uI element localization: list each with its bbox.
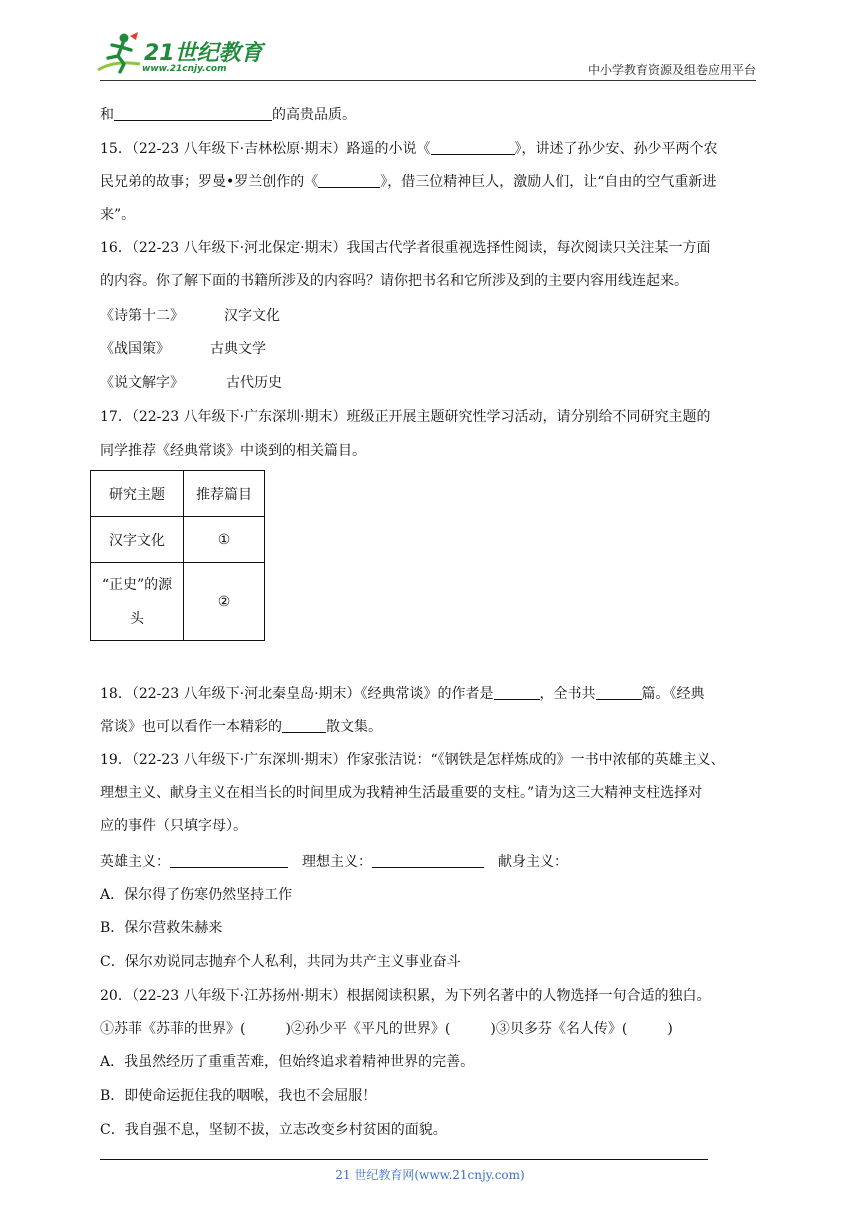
q16-topic-2: 古典文学 xyxy=(210,341,266,357)
q16-book-1: 《诗第十二》 xyxy=(100,308,184,324)
q20-option-b: B．即使命运扼住我的咽喉，我也不会屈服！ xyxy=(100,1088,377,1104)
q16-topic-3: 古代历史 xyxy=(226,375,282,391)
answer-blank[interactable] xyxy=(114,104,272,121)
q18-line2: 常谈》也可以看作一本精彩的 散文集。 xyxy=(100,716,382,738)
answer-blank[interactable] xyxy=(318,171,380,188)
hero-answer-blank[interactable] xyxy=(170,851,288,868)
q19-line3: 应的事件（只填字母）。 xyxy=(100,818,247,834)
footer-divider xyxy=(100,1159,708,1160)
answer-blank[interactable] xyxy=(282,716,326,733)
logo-text: 21世纪教育 xyxy=(144,41,263,66)
q19-line2: 理想主义、献身主义在相当长的时间里成为我精神生活最重要的支柱。”请为这三大精神支柱选择对 xyxy=(100,785,703,801)
page-footer: 21 世纪教育网(www.21cnjy.com) xyxy=(335,1168,525,1182)
site-logo xyxy=(94,30,264,78)
table-cell[interactable]: ① xyxy=(184,517,265,563)
q19-line1: 19．（22-23 八年级下·广东深圳·期末）作家张洁说：“《钢铁是怎样炼成的》一书中浓郁的英雄主义、 xyxy=(100,752,725,768)
q16-topic-1: 汉字文化 xyxy=(224,308,280,324)
topic-table xyxy=(90,470,265,641)
q18-line1: 18．（22-23 八年级下·河北秦皇岛·期末）《经典常谈》的作者是 ，全书共 篇。《经典 xyxy=(100,683,705,705)
answer-blank[interactable] xyxy=(596,683,642,700)
q19-answers: 英雄主义： 理想主义： 献身主义： xyxy=(100,851,568,873)
platform-name: 中小学教育资源及组卷应用平台 xyxy=(587,63,756,77)
answer-blank[interactable] xyxy=(494,683,540,700)
logo-url: www.21cnjy.com xyxy=(142,64,227,74)
q16-book-2: 《战国策》 xyxy=(100,341,170,357)
table-cell: “正史”的源头 xyxy=(91,563,184,641)
q16-line2: 的内容。你了解下面的书籍所涉及的内容吗？请你把书名和它所涉及到的主要内容用线连起来。 xyxy=(100,273,688,289)
ideal-answer-blank[interactable] xyxy=(372,851,484,868)
running-figure-icon xyxy=(94,30,144,76)
table-header-row xyxy=(91,471,265,517)
q16-line1: 16．（22-23 八年级下·河北保定·期末）我国古代学者很重视选择性阅读，每次阅读只关注某一方面 xyxy=(100,240,711,256)
q20-option-c: C．我自强不息，坚韧不拔，立志改变乡村贫困的面貌。 xyxy=(100,1122,447,1138)
q15-line2: 民兄弟的故事；罗曼•罗兰创作的《 》，借三位精神巨人，激励人们，让“自由的空气重新进 xyxy=(100,171,716,193)
q15-line3: 来”。 xyxy=(100,207,136,223)
table-cell: 汉字文化 xyxy=(91,517,184,563)
table-header: 研究主题 xyxy=(91,471,184,517)
q14-tail: 和 的高贵品质。 xyxy=(100,104,356,126)
table-cell[interactable]: ② xyxy=(184,563,265,641)
q19-option-b: B．保尔营救朱赫来 xyxy=(100,920,223,936)
q20-line2: ①苏菲《苏菲的世界》( )②孙少平《平凡的世界》( )③贝多芬《名人传》( ) xyxy=(100,1021,673,1037)
header-divider xyxy=(100,80,756,81)
table-row xyxy=(91,563,265,641)
q15-line1: 15．（22-23 八年级下·吉林松原·期末）路遥的小说《 》，讲述了孙少安、孙少平两个农 xyxy=(100,138,718,160)
q17-line2: 同学推荐《经典常谈》中谈到的相关篇目。 xyxy=(100,443,366,459)
q19-option-a: A．保尔得了伤寒仍然坚持工作 xyxy=(100,887,293,903)
q19-option-c: C．保尔劝说同志抛弃个人私利，共同为共产主义事业奋斗 xyxy=(100,954,461,970)
answer-blank[interactable] xyxy=(431,138,515,155)
q20-line1: 20．（22-23 八年级下·江苏扬州·期末）根据阅读积累，为下列名著中的人物选择一句合适的独白。 xyxy=(100,988,711,1004)
q16-book-3: 《说文解字》 xyxy=(100,375,184,391)
table-row xyxy=(91,517,265,563)
table-header: 推荐篇目 xyxy=(184,471,265,517)
q20-option-a: A．我虽然经历了重重苦难，但始终追求着精神世界的完善。 xyxy=(100,1054,475,1070)
q17-line1: 17．（22-23 八年级下·广东深圳·期末）班级正开展主题研究性学习活动，请分别给不同研究主题的 xyxy=(100,409,711,425)
page-header xyxy=(0,0,860,90)
